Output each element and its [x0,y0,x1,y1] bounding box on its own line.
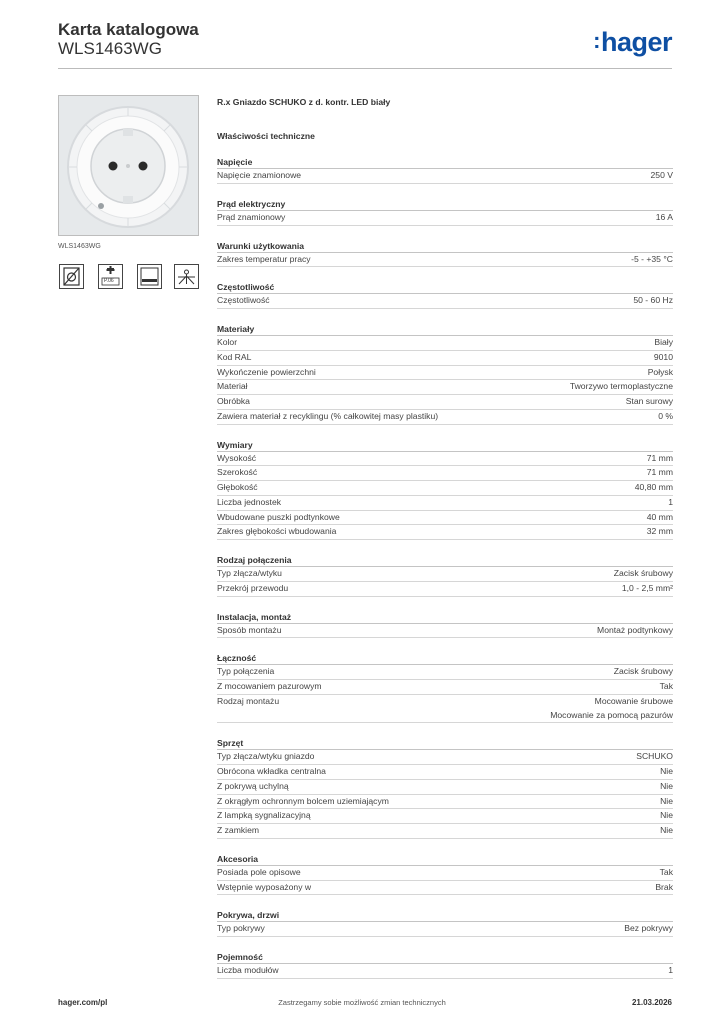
spec-label: Typ pokrywy [217,923,265,934]
spec-section [217,951,673,979]
spec-value-line: Nie [660,780,673,791]
spec-value-line: Tak [659,866,673,877]
spec-value-line: 71 mm [646,467,673,478]
spec-row [217,351,673,366]
spec-row [217,525,673,540]
spec-label: Obróbka [217,396,250,406]
spec-row [217,866,673,881]
section-title: Łączność [217,652,673,665]
tripod-icon [174,264,199,289]
spec-row [217,466,673,481]
spec-row [217,211,673,226]
spec-row [217,964,673,979]
spec-value-line: Nie [660,825,673,835]
spec-value-line: Biały [654,337,673,347]
spec-sections [217,156,673,979]
section-title: Pojemność [217,951,673,964]
spec-value [622,582,673,596]
spec-value [668,964,673,978]
spec-row [217,765,673,780]
spec-label: Rodzaj montażu [217,695,280,706]
spec-section [217,198,673,226]
spec-section [217,281,673,309]
spec-row [217,922,673,937]
spec-label: Częstotliwość [217,295,270,306]
spec-value [655,881,673,895]
spec-value [660,795,673,809]
spec-label: Kolor [217,337,238,347]
logo-dots-icon: : [593,28,600,53]
spec-value-line: Połysk [647,366,673,377]
spec-value [633,294,673,308]
product-name: R.x Gniazdo SCHUKO z d. kontr. LED biały [217,97,391,107]
product-image [58,95,199,236]
spec-value-line: 0 % [658,410,673,421]
spec-value [660,824,673,838]
spec-label: Prąd znamionowy [217,211,286,222]
spec-value [550,695,673,723]
spec-label: Typ połączenia [217,666,275,677]
spec-row [217,511,673,526]
hager-logo[interactable] [593,27,672,58]
spec-value-line: 40 mm [646,511,673,522]
spec-label: Przekrój przewodu [217,582,289,593]
spec-value [654,336,673,350]
spec-row [217,366,673,381]
spec-label: Z okrągłym ochronnym bolcem uziemiającym [217,795,389,806]
spec-row [217,824,673,839]
spec-label: Sposób montażu [217,624,282,635]
spec-label: Wstępnie wyposażony w [217,881,312,892]
spec-value-line: 50 - 60 Hz [633,295,673,306]
spec-label: Materiał [217,381,248,392]
spec-row [217,881,673,896]
section-title: Częstotliwość [217,281,673,294]
tech-properties-title: Właściwości techniczne [217,131,315,141]
socket-icon [59,96,198,235]
spec-value-line: SCHUKO [636,751,673,762]
spec-label: Posiada pole opisowe [217,866,301,877]
spec-section [217,611,673,639]
spec-value-line: -5 - +35 °C [631,253,673,264]
spec-value [660,680,673,694]
spec-label: Wysokość [217,452,257,463]
section-title: Materiały [217,323,673,336]
spec-row [217,395,673,410]
spec-label: Kod RAL [217,351,252,362]
spec-value-line: 71 mm [646,452,673,463]
section-title: Wymiary [217,439,673,452]
spec-value [656,211,673,225]
spec-value-line: Brak [655,881,673,892]
footer-disclaimer: Zastrzegamy sobie możliwość zmian technicznych [278,998,446,1007]
spec-value [668,496,673,510]
spec-value-line: 9010 [653,351,673,362]
spec-section [217,909,673,937]
spec-section [217,554,673,597]
section-title: Rodzaj połączenia [217,554,673,567]
spec-section [217,853,673,896]
spec-row [217,380,673,395]
spec-label: Głębokość [217,482,258,492]
spec-section [217,240,673,268]
spec-value-line: Tak [659,681,673,691]
spec-label: Napięcie znamionowe [217,170,302,180]
spec-value [636,750,673,764]
spec-value-line: 16 A [655,211,673,222]
icon-label: P.06 [104,278,114,284]
spec-label: Typ złącza/wtyku [217,568,282,578]
spec-value [660,866,673,880]
spec-value [631,253,673,267]
spec-label: Z lampką sygnalizacyjną [217,810,311,821]
spec-section [217,156,673,184]
spec-value [651,169,673,183]
spec-value-line: Mocowanie za pomocą pazurów [550,709,673,720]
spec-value [635,481,673,495]
spec-value [597,624,673,638]
spec-row [217,496,673,511]
spec-row [217,294,673,309]
spec-value-line: Bez pokrywy [624,923,673,934]
spec-label: Obrócona wkładka centralna [217,766,326,776]
spec-section [217,737,673,839]
spec-section [217,323,673,425]
spec-label: Zawiera materiał z recyklingu (% całkowitej masy plastiku) [217,410,439,421]
spec-value-line: Zacisk śrubowy [613,568,673,578]
spec-value [647,466,673,480]
spec-label: Z zamkiem [217,825,260,835]
section-title: Sprzęt [217,737,673,750]
page-subtitle: WLS1463WG [58,39,162,58]
spec-value-line: 32 mm [646,526,673,537]
spec-row [217,695,673,724]
spec-section [217,439,673,541]
spec-value-line: 250 V [650,170,673,180]
flush-mount-icon [137,264,162,289]
spec-label: Wykończenie powierzchni [217,366,316,377]
spec-value [647,452,673,466]
spec-label: Z pokrywą uchylną [217,780,289,791]
spec-row [217,452,673,467]
dishwasher-safe-icon [59,264,84,289]
image-caption: WLS1463WG [58,243,101,250]
spec-value-line: Tworzywo termoplastyczne [569,381,673,392]
section-title: Warunki użytkowania [217,240,673,253]
spec-value [658,410,673,424]
spec-value-line: Mocowanie śrubowe [594,695,673,706]
page-title: Karta katalogowa [58,20,199,39]
section-title: Pokrywa, drzwi [217,909,673,922]
spec-row [217,410,673,425]
footer-date: 21.03.2026 [631,998,672,1007]
spec-content [217,96,673,979]
spec-label: Zakres głębokości wbudowania [217,526,337,537]
spec-value-line: Nie [660,810,673,821]
spec-row [217,481,673,496]
spec-value-line: 1 [668,965,673,975]
spec-label: Wbudowane puszki podtynkowe [217,511,340,522]
spec-row [217,680,673,695]
spec-label: Liczba jednostek [217,496,282,507]
spec-value [654,351,673,365]
spec-label: Szerokość [217,467,258,478]
spec-row [217,750,673,765]
spec-value [647,525,673,539]
spec-value [624,922,673,936]
logo-text: hager [600,27,672,57]
spec-section [217,652,673,723]
spec-row [217,253,673,268]
spec-value-line: Montaż podtynkowy [597,624,673,635]
spec-value-line: 1 [668,496,673,507]
spec-value-line: Nie [660,766,673,776]
spec-row [217,665,673,680]
spec-row [217,795,673,810]
spec-value [660,780,673,794]
spec-label: Z mocowaniem pazurowym [217,681,322,691]
spec-value [614,567,673,581]
spec-value [647,511,673,525]
spec-value [626,395,673,409]
spec-value [660,809,673,823]
spec-value-line: 1,0 - 2,5 mm² [621,582,673,593]
spec-row [217,567,673,582]
spec-label: Liczba modułów [217,965,279,975]
spec-row [217,582,673,597]
section-title: Akcesoria [217,853,673,866]
spec-value [648,366,673,380]
footer-website-link[interactable]: hager.com/pl [58,998,108,1007]
section-title: Prąd elektryczny [217,198,673,211]
spec-row [217,169,673,184]
spec-value [570,380,673,394]
section-title: Instalacja, montaż [217,611,673,624]
spec-value-line: 40,80 mm [634,482,673,492]
spec-value [660,765,673,779]
spec-label: Typ złącza/wtyku gniazdo [217,751,315,762]
spec-row [217,809,673,824]
spec-value [614,665,673,679]
spec-row [217,336,673,351]
spec-row [217,780,673,795]
spec-value-line: Zacisk śrubowy [613,666,673,677]
header-divider [58,68,672,69]
spec-value-line: Nie [660,795,673,806]
spec-label: Zakres temperatur pracy [217,253,311,264]
protection-class-icon [98,264,123,289]
section-title: Napięcie [217,156,673,169]
spec-value-line: Stan surowy [625,396,673,406]
spec-row [217,624,673,639]
